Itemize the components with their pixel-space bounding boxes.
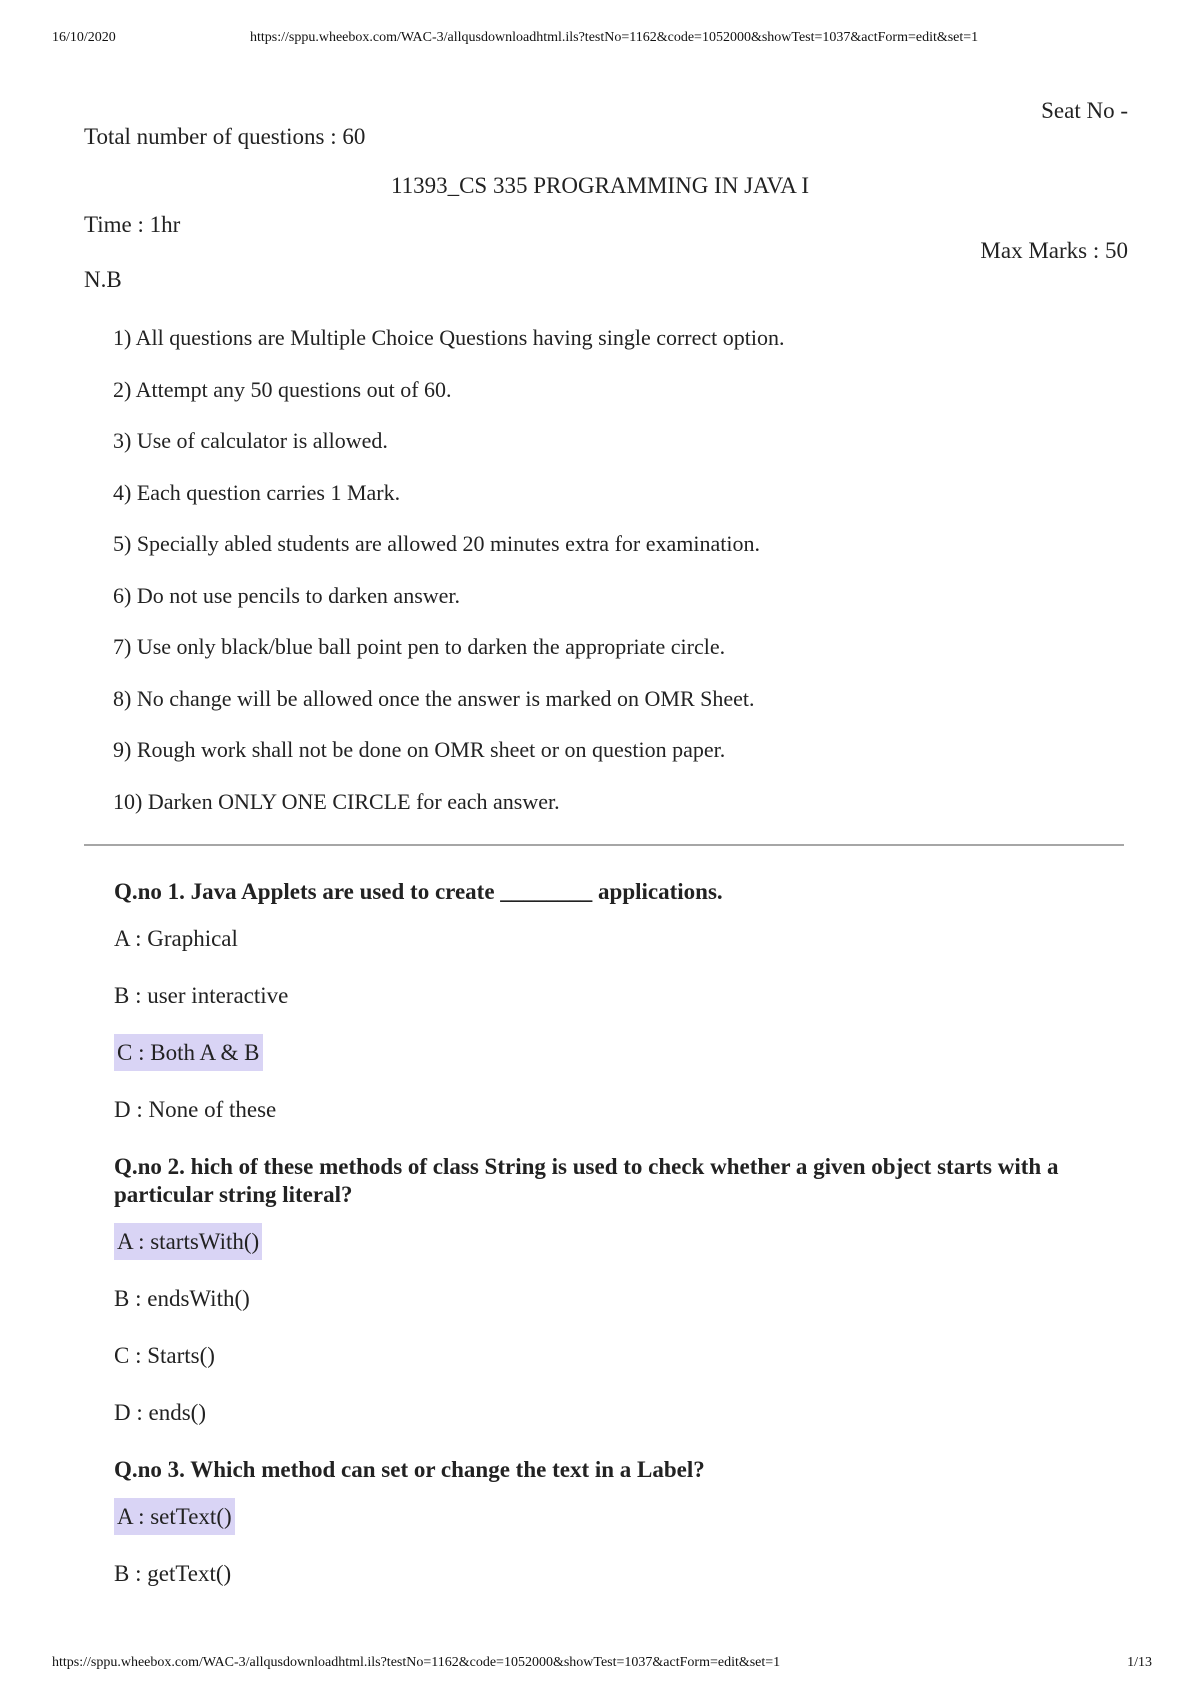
print-date: 16/10/2020 bbox=[52, 30, 116, 45]
question-text: Q.no 1. Java Applets are used to create ________ applications. bbox=[114, 879, 723, 904]
option-text: D : ends() bbox=[114, 1400, 206, 1425]
question-3 bbox=[114, 1456, 1074, 1617]
nota-bene-label: N.B bbox=[84, 267, 122, 292]
instruction-item: 7) Use only black/blue ball point pen to darken the appropriate circle. bbox=[113, 634, 726, 659]
option-text: D : None of these bbox=[114, 1097, 277, 1122]
page-number: 1/13 bbox=[1127, 1655, 1152, 1670]
highlighted-answer: C : Both A & B bbox=[114, 1034, 263, 1071]
instruction-item: 5) Specially abled students are allowed 20 minutes extra for examination. bbox=[113, 531, 760, 556]
option-text: B : endsWith() bbox=[114, 1286, 250, 1311]
option-d bbox=[114, 1096, 1074, 1153]
question-2 bbox=[114, 1153, 1074, 1456]
exam-time: Time : 1hr bbox=[84, 212, 181, 237]
question-text: Q.no 2. hich of these methods of class String is used to check whether a given object starts with a particular string literal? bbox=[114, 1154, 1059, 1207]
option-c bbox=[114, 1342, 1074, 1399]
option-a bbox=[114, 1503, 1074, 1560]
instruction-item: 6) Do not use pencils to darken answer. bbox=[113, 582, 461, 608]
option-d bbox=[114, 1399, 1074, 1456]
highlighted-answer: A : startsWith() bbox=[114, 1223, 262, 1260]
paper-title: 11393_CS 335 PROGRAMMING IN JAVA I bbox=[390, 173, 810, 198]
option-text: B : user interactive bbox=[114, 983, 289, 1008]
instruction-item: 9) Rough work shall not be done on OMR sheet or on question paper. bbox=[113, 737, 726, 762]
option-c bbox=[114, 1039, 1074, 1096]
option-b bbox=[114, 1285, 1074, 1342]
question-1 bbox=[114, 878, 1074, 1153]
option-text: A : Graphical bbox=[114, 926, 238, 951]
total-questions: Total number of questions : 60 bbox=[84, 124, 366, 149]
instruction-item: 3) Use of calculator is allowed. bbox=[113, 428, 388, 453]
option-b bbox=[114, 982, 1074, 1039]
max-marks: Max Marks : 50 bbox=[980, 238, 1128, 263]
option-a bbox=[114, 1228, 1074, 1285]
instruction-item: 2) Attempt any 50 questions out of 60. bbox=[113, 376, 452, 402]
questions-section bbox=[114, 878, 1074, 1617]
print-url: https://sppu.wheebox.com/WAC-3/allqusdownloadhtml.ils?testNo=1162&code=1052000&showTest=1037&actForm=edit&set=1 bbox=[250, 30, 979, 45]
instruction-item: 1) All questions are Multiple Choice Questions having single correct option. bbox=[113, 325, 785, 350]
footer-url: https://sppu.wheebox.com/WAC-3/allqusdownloadhtml.ils?testNo=1162&code=1052000&showTest=1037&actForm=edit&set=1 bbox=[52, 1655, 781, 1670]
seat-number: Seat No - bbox=[1041, 98, 1128, 123]
highlighted-answer: A : setText() bbox=[114, 1498, 235, 1535]
instruction-item: 4) Each question carries 1 Mark. bbox=[113, 479, 401, 505]
option-text: B : getText() bbox=[114, 1561, 232, 1586]
question-text: Q.no 3. Which method can set or change the text in a Label? bbox=[114, 1457, 705, 1482]
instruction-item: 8) No change will be allowed once the answer is marked on OMR Sheet. bbox=[113, 685, 755, 711]
instructions-list bbox=[113, 324, 785, 839]
instruction-item: 10) Darken ONLY ONE CIRCLE for each answer. bbox=[113, 788, 560, 814]
option-b bbox=[114, 1560, 1074, 1617]
section-divider bbox=[84, 844, 1124, 846]
option-a bbox=[114, 925, 1074, 982]
option-text: C : Starts() bbox=[114, 1343, 215, 1368]
